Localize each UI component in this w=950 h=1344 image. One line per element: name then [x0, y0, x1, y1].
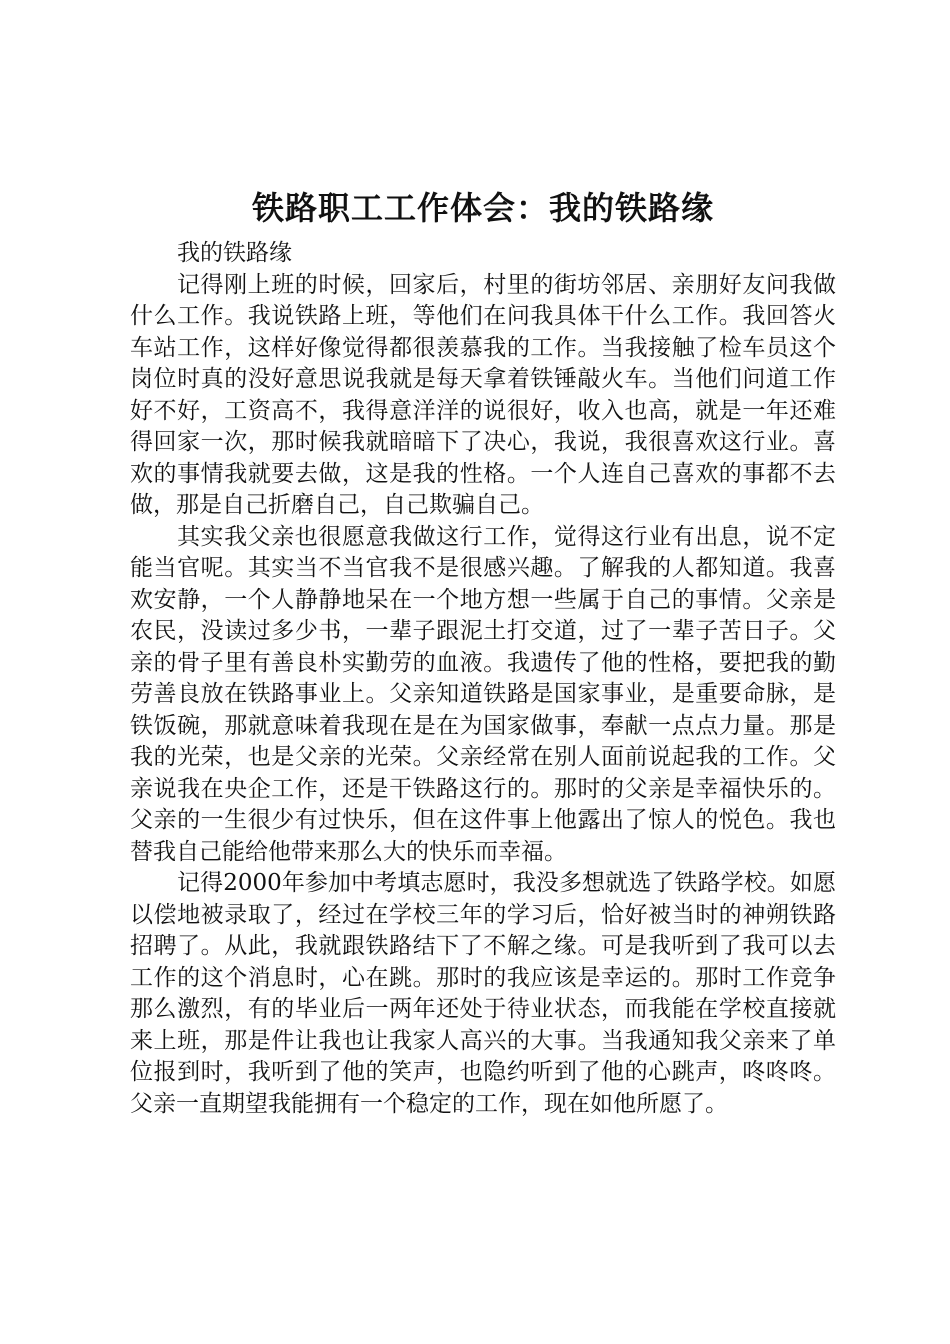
document-body	[130, 238, 836, 1120]
paragraph: 其实我父亲也很愿意我做这行工作，觉得这行业有出息，说不定能当官呢。其实当不当官我不是很感兴趣。了解我的人都知道。我喜欢安静，一个人静静地呆在一个地方想一些属于自己的事情。父亲是农民，没读过多少书，一辈子跟泥土打交道，过了一辈子苦日子。父亲的骨子里有善良朴实勤劳的血液。我遗传了他的性格，要把我的勤劳善良放在铁路事业上。父亲知道铁路是国家事业，是重要命脉，是铁饭碗，那就意味着我现在是在为国家做事，奉献一点点力量。那是我的光荣，也是父亲的光荣。父亲经常在别人面前说起我的工作。父亲说我在央企工作，还是干铁路这行的。那时的父亲是幸福快乐的。父亲的一生很少有过快乐，但在这件事上他露出了惊人的悦色。我也替我自己能给他带来那么大的快乐而幸福。	[130, 523, 836, 865]
document-subtitle: 我的铁路缘	[177, 240, 292, 266]
paragraph: 记得刚上班的时候，回家后，村里的街坊邻居、亲朋好友问我做什么工作。我说铁路上班，等他们在问我具体干什么工作。我回答火车站工作，这样好像觉得都很羡慕我的工作。当我接触了检车员这个岗位时真的没好意思说我就是每天拿着铁锤敲火车。当他们问道工作好不好，工资高不，我得意洋洋的说很好，收入也高，就是一年还难得回家一次，那时候我就暗暗下了决心，我说，我很喜欢这行业。喜欢的事情我就要去做，这是我的性格。一个人连自己喜欢的事都不去做，那是自己折磨自己，自己欺骗自己。	[130, 271, 836, 518]
document-title: 铁路职工工作体会：我的铁路缘	[251, 189, 714, 227]
paragraph: 记得2000年参加中考填志愿时，我没多想就选了铁路学校。如愿以偿地被录取了，经过在学校三年的学习后，恰好被当时的神朔铁路招聘了。从此，我就跟铁路结下了不解之缘。可是我听到了我可以去工作的这个消息时，心在跳。那时的我应该是幸运的。那时工作竞争那么激烈，有的毕业后一两年还处于待业状态，而我能在学校直接就来上班，那是件让我也让我家人高兴的大事。当我通知我父亲来了单位报到时，我听到了他的笑声，也隐约听到了他的心跳声，咚咚咚。父亲一直期望我能拥有一个稳定的工作，现在如他所愿了。	[130, 870, 836, 1117]
document-page	[130, 186, 836, 1120]
